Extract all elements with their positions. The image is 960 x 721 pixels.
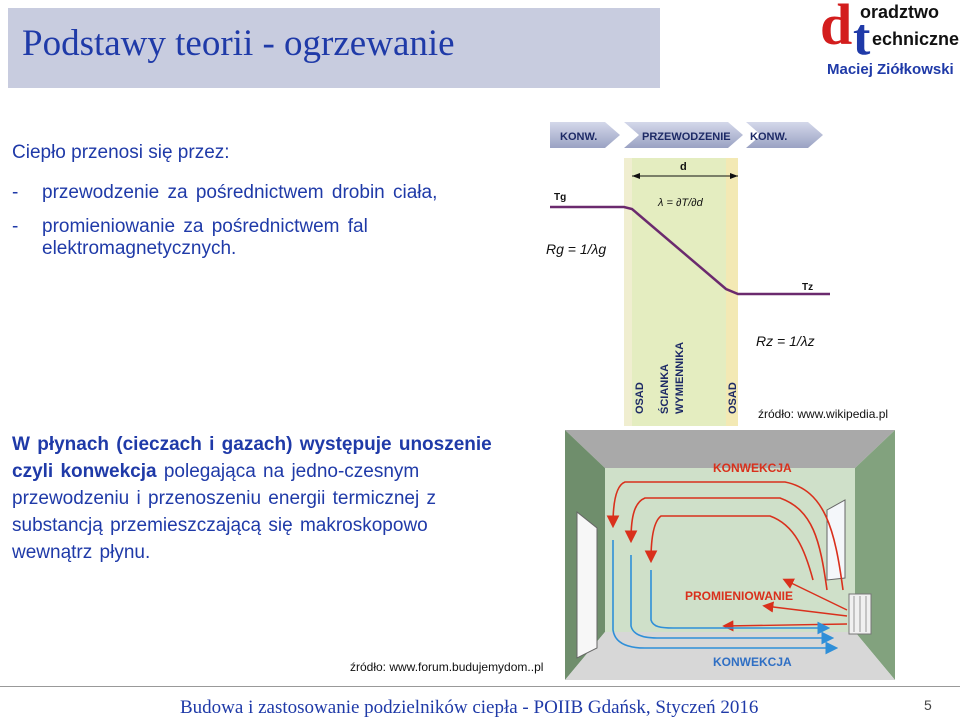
label-osad-right: OSAD [727,382,739,414]
page-title: Podstawy teorii - ogrzewanie [22,23,455,64]
label-konw-right: KONW. [750,131,788,143]
intro-heading: Ciepło przenosi się przez: [12,142,230,163]
forum-source: źródło: www.forum.budujemydom..pl [350,660,544,674]
label-konwekcja-top: KONWEKCJA [713,461,792,475]
formula-rz: Rz = 1/λz [756,333,815,349]
wikipedia-source: źródło: www.wikipedia.pl [758,407,889,421]
company-logo [816,0,960,90]
room-back-wall [605,468,855,632]
label-przewodzenie: PRZEWODZENIE [642,131,731,143]
logo-line-1: oradztwo [860,2,939,22]
window [827,500,845,580]
formula-lambda: λ = ∂T/∂d [658,197,703,209]
list-dash: - [12,182,19,203]
convection-paragraph [12,431,512,566]
heat-transfer-intro [12,142,532,272]
label-tg: Tg [554,192,567,203]
wall-heat-transfer-diagram [540,114,902,426]
room-convection-diagram [565,430,895,680]
label-scianka: ŚCIANKA [659,363,671,414]
page-number: 5 [924,697,932,713]
logo-author: Maciej Ziółkowski [827,61,954,78]
formula-rg: Rg = 1/λg [546,241,607,257]
logo-letter-t: t [853,9,871,66]
osad-left-layer [624,158,632,426]
footer-divider [0,686,960,687]
list-item [12,216,532,260]
convection-rest: polegająca na jedno-czesnym przewodzeniu i przenoszeniu energii termicznej z substancją przemieszczającą się makroskopowo wewnątrz płynu. [12,461,436,563]
label-konw-left: KONW. [560,131,598,143]
label-konwekcja-bottom: KONWEKCJA [713,655,792,669]
logo-letter-d: d [820,0,853,57]
logo-line-2: echniczne [872,29,960,49]
label-wymiennika: WYMIENNIKA [674,341,686,414]
list-item-text: promieniowanie za pośrednictwem fal elektromagnetycznych. [42,216,368,259]
door [577,512,597,658]
list-dash: - [12,216,19,237]
footer-text: Budowa i zastosowanie podzielników ciepła - POIIB Gdańsk, Styczeń 2016 [180,697,759,718]
convection-bold: W płynach (cieczach i gazach) występuje unoszenie czyli konwekcja [12,434,492,482]
list-item-text: przewodzenie za pośrednictwem drobin ciała, [42,182,438,203]
label-promieniowanie: PROMIENIOWANIE [685,589,794,603]
label-osad-left: OSAD [634,382,646,414]
label-tz: Tz [802,282,814,293]
list-item [12,182,532,204]
label-d: d [680,161,687,173]
